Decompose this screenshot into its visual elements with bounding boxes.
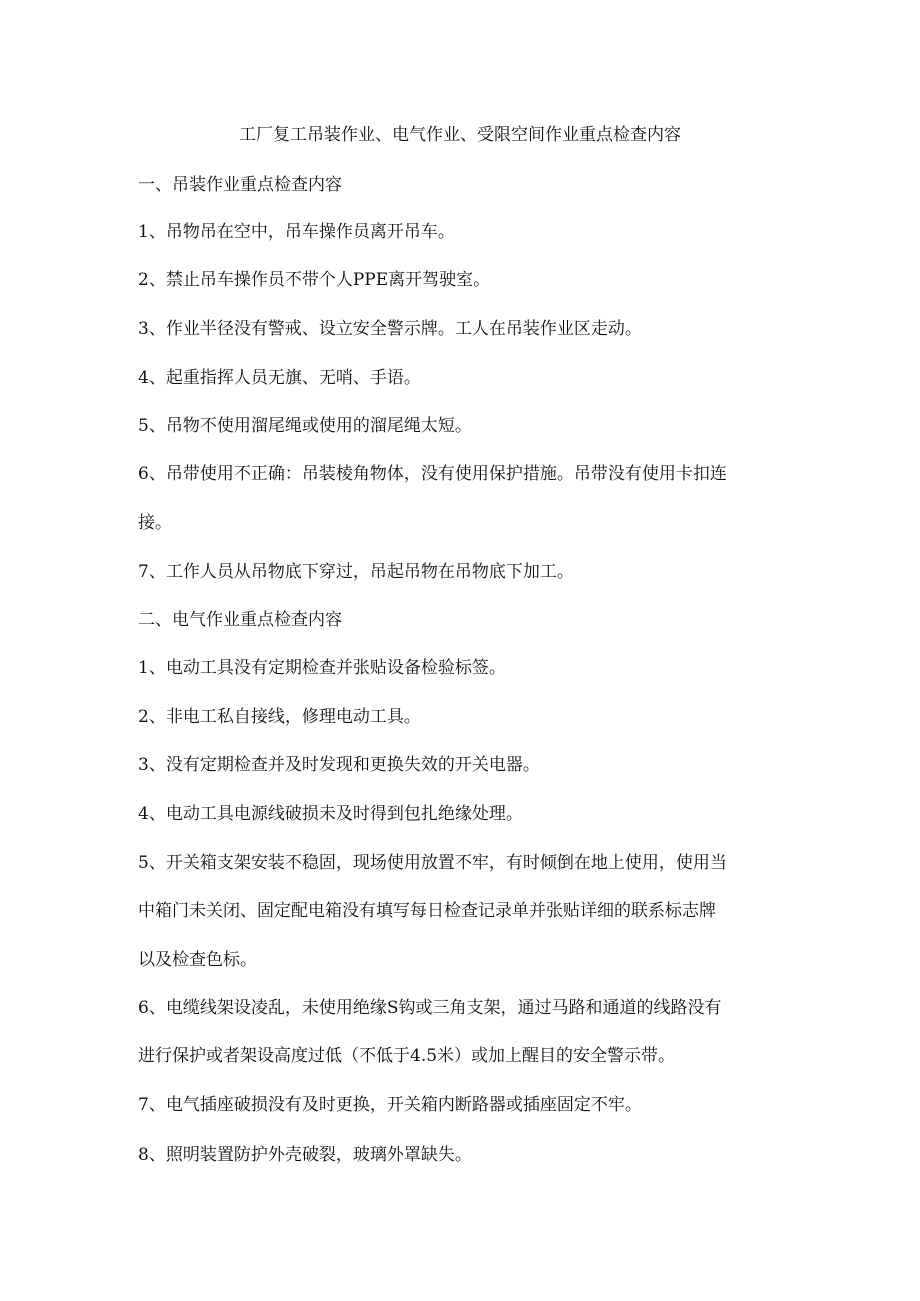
- list-item: 7、电气插座破损没有及时更换，开关箱内断路器或插座固定不牢。: [138, 1095, 642, 1115]
- list-item: 3、作业半径没有警戒、设立安全警示牌。工人在吊装作业区走动。: [138, 319, 642, 339]
- list-item: 5、吊物不使用溜尾绳或使用的溜尾绳太短。: [138, 416, 472, 436]
- list-item-continuation: 接。: [138, 513, 172, 533]
- list-item: 6、吊带使用不正确：吊装棱角物体，没有使用保护措施。吊带没有使用卡扣连: [138, 464, 727, 484]
- section-heading-electrical: 二、电气作业重点检查内容: [138, 610, 342, 630]
- list-item: 1、吊物吊在空中，吊车操作员离开吊车。: [138, 222, 455, 242]
- list-item-continuation: 进行保护或者架设高度过低（不低于4.5米）或加上醒目的安全警示带。: [138, 1046, 676, 1066]
- list-item: 2、禁止吊车操作员不带个人PPE离开驾驶室。: [138, 270, 491, 290]
- section-heading-lifting: 一、吊装作业重点检查内容: [138, 175, 342, 195]
- list-item: 3、没有定期检查并及时发现和更换失效的开关电器。: [138, 755, 540, 775]
- document-title: 工厂复工吊装作业、电气作业、受限空间作业重点检查内容: [239, 125, 681, 145]
- list-item: 7、工作人员从吊物底下穿过，吊起吊物在吊物底下加工。: [138, 562, 574, 582]
- list-item: 4、电动工具电源线破损未及时得到包扎绝缘处理。: [138, 804, 523, 824]
- list-item: 2、非电工私自接线，修理电动工具。: [138, 707, 421, 727]
- list-item: 5、开关箱支架安装不稳固，现场使用放置不牢，有时倾倒在地上使用，使用当: [138, 853, 727, 873]
- list-item: 4、起重指挥人员无旗、无哨、手语。: [138, 368, 421, 388]
- list-item-continuation: 中箱门未关闭、固定配电箱没有填写每日检查记录单并张贴详细的联系标志牌: [138, 901, 716, 921]
- list-item: 8、照明装置防护外壳破裂，玻璃外罩缺失。: [138, 1145, 472, 1165]
- list-item: 6、电缆线架设凌乱，未使用绝缘S钩或三角支架，通过马路和通道的线路没有: [138, 998, 722, 1018]
- list-item-continuation: 以及检查色标。: [138, 950, 257, 970]
- list-item: 1、电动工具没有定期检查并张贴设备检验标签。: [138, 658, 506, 678]
